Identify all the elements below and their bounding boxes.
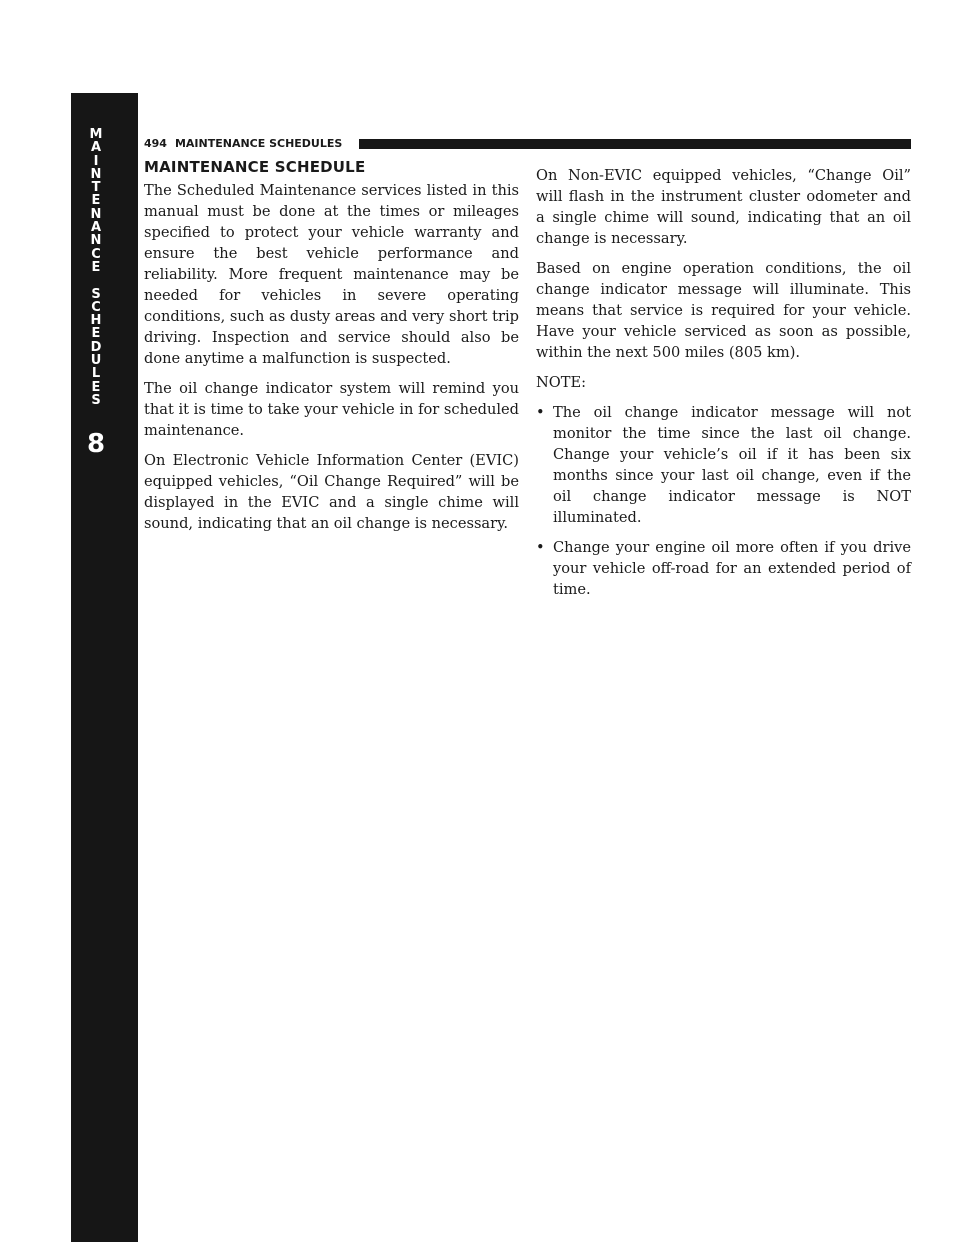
chapter-side-letters	[82, 128, 110, 407]
header-section-title: MAINTENANCE SCHEDULES	[174, 137, 343, 150]
header-rule	[359, 139, 911, 149]
chapter-number: 8	[86, 429, 106, 459]
left-column	[144, 158, 519, 543]
paragraph: Based on engine operation conditions, the oil change indicator message will illuminate. This means that service is required for your vehicle. Have your vehicle serviced as soon as possible, within the next 500 miles (805 km).	[536, 260, 911, 361]
side-letter: U	[90, 353, 102, 369]
side-letter: N	[90, 166, 102, 182]
paragraph: The Scheduled Maintenance services listed in this manual must be done at the times or mileages specified to protect your vehicle warranty and ensure the best vehicle performance and reliability. More frequent maintenance may be needed for vehicles in severe operating conditions, such as dusty areas and very short trip driving. Inspection and service should also be done anytime a malfunction is suspected.	[144, 182, 519, 367]
page-header	[144, 137, 342, 150]
paragraph: On Non-EVIC equipped vehicles, “Change Oil” will flash in the instrument cluster odometer and a single chime will sound, indicating that an oil change is necessary.	[536, 167, 911, 247]
side-letter: A	[90, 140, 102, 156]
side-letter: E	[91, 326, 101, 342]
right-column	[536, 165, 911, 609]
side-letter: S	[91, 286, 101, 302]
side-letter: A	[90, 220, 102, 236]
page-number: 494	[144, 137, 167, 150]
list-item	[536, 402, 911, 528]
paragraph: On Electronic Vehicle Information Center (EVIC) equipped vehicles, “Oil Change Required” will be displayed in the EVIC and a single chime will sound, indicating that an oil change is necessary.	[144, 452, 519, 532]
bullet-icon: •	[536, 404, 545, 421]
side-letter: N	[90, 233, 102, 249]
side-letter: I	[93, 153, 99, 169]
list-item	[536, 537, 911, 600]
list-item-text: The oil change indicator message will not monitor the time since the last oil change. Change your vehicle’s oil if it has been six months since your last oil change, even if the oil change indicator message is NOT illuminated.	[553, 404, 911, 526]
paragraph: The oil change indicator system will remind you that it is time to take your vehicle in for scheduled maintenance.	[144, 380, 519, 439]
side-letter: D	[90, 339, 102, 355]
side-letter: E	[91, 193, 101, 209]
note-label: NOTE:	[536, 374, 587, 391]
side-letter: E	[91, 379, 101, 395]
side-letter: C	[91, 246, 101, 262]
side-letter: E	[91, 259, 101, 275]
side-letter: L	[91, 366, 101, 382]
list-item-text: Change your engine oil more often if you drive your vehicle off-road for an extended period of time.	[553, 539, 911, 598]
section-title: MAINTENANCE SCHEDULE	[144, 158, 366, 176]
side-letter: H	[90, 313, 102, 329]
bullet-icon: •	[536, 539, 545, 556]
side-letter: T	[91, 180, 101, 196]
side-letter: C	[91, 299, 101, 315]
side-letter: S	[91, 392, 101, 408]
side-letter: N	[90, 206, 102, 222]
side-letter: M	[89, 127, 103, 142]
